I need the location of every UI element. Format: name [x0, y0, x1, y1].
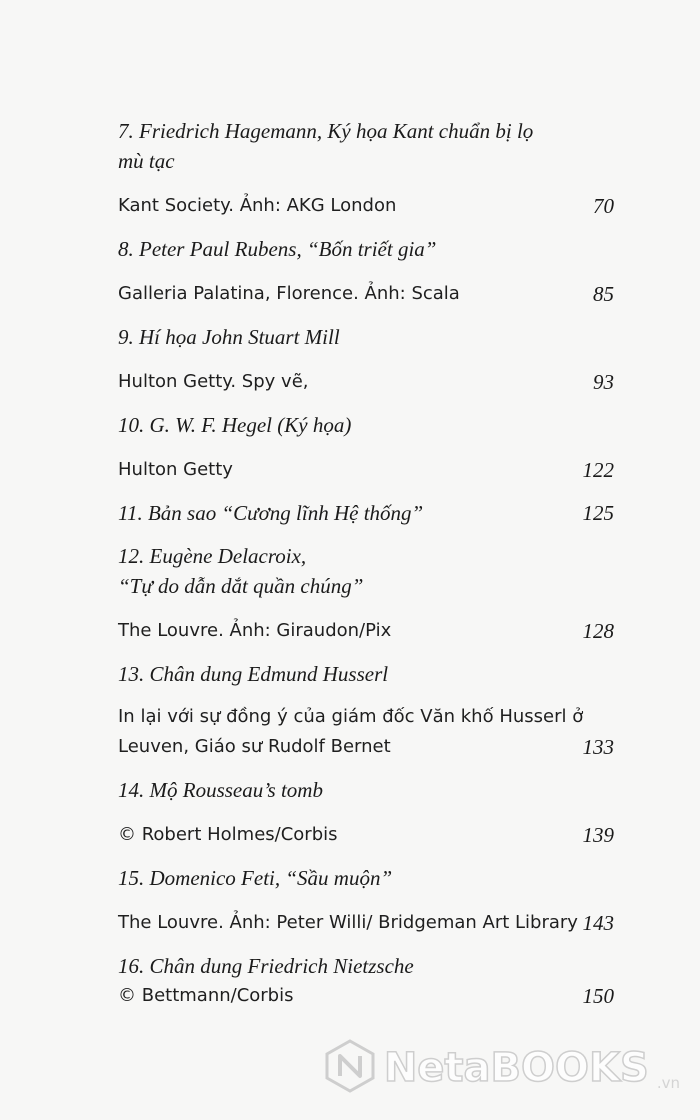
entry-credit: Hulton Getty — [118, 459, 233, 480]
entry-title: 9. Hí họa John Stuart Mill 93 — [118, 322, 614, 352]
page-number: 150 — [582, 984, 614, 1008]
page-number: 128 — [582, 619, 614, 643]
entry-12 — [118, 541, 614, 646]
page-number: 133 — [582, 735, 614, 759]
entry-14 — [118, 775, 614, 850]
entry-title: 13. Chân dung Edmund Husserl 133 — [118, 659, 614, 689]
watermark — [324, 1038, 680, 1098]
entry-title: 11. Bản sao “Cương lĩnh Hệ thống” 125 — [118, 498, 614, 528]
entry-9 — [118, 322, 614, 397]
entry-title: 8. Peter Paul Rubens, “Bốn triết gia” 85 — [118, 234, 614, 264]
entry-credit: © Robert Holmes/Corbis — [118, 824, 338, 845]
page-number: 122 — [582, 458, 614, 482]
entry-title: 15. Domenico Feti, “Sầu muộn” 143 — [118, 863, 614, 893]
entry-credit: Galleria Palatina, Florence. Ảnh: Scala — [118, 283, 460, 304]
entry-7 — [118, 116, 614, 221]
entry-8 — [118, 234, 614, 309]
page-number: 93 — [593, 370, 614, 394]
entry-title: 16. Chân dung Friedrich Nietzsche 150 — [118, 951, 614, 981]
page-number: 139 — [582, 823, 614, 847]
entry-credit: Hulton Getty. Spy vẽ, — [118, 371, 309, 392]
entry-credit: © Bettmann/Corbis — [118, 985, 294, 1006]
entry-title: 12. Eugène Delacroix, “Tự do dẫn dắt quần chúng” 128 — [118, 541, 614, 601]
entry-11 — [118, 498, 614, 528]
entry-16 — [118, 951, 614, 1011]
entry-credit: The Louvre. Ảnh: Giraudon/Pix — [118, 620, 392, 641]
page-number: 85 — [593, 282, 614, 306]
netabooks-logo-icon — [324, 1038, 376, 1098]
entry-credit: Kant Society. Ảnh: AKG London — [118, 195, 397, 216]
entry-15 — [118, 863, 614, 938]
page-number: 125 — [582, 501, 614, 525]
entry-title: 10. G. W. F. Hegel (Ký họa) 122 — [118, 410, 614, 440]
page-number: 70 — [593, 194, 614, 218]
entry-credit: In lại với sự đồng ý của giám đốc Văn khố Husserl ở Leuven, Giáo sư Rudolf Bernet — [118, 706, 584, 757]
page-number: 143 — [582, 911, 614, 935]
entry-13 — [118, 659, 614, 762]
watermark-brand: NetaBOOKS — [383, 1045, 649, 1091]
entry-10 — [118, 410, 614, 485]
illustration-list — [118, 112, 614, 1011]
entry-title: 7. Friedrich Hagemann, Ký họa Kant chuẩn bị lọ mù tạc 70 — [118, 116, 614, 176]
entry-title: 14. Mộ Rousseau’s tomb 139 — [118, 775, 614, 805]
entry-credit: The Louvre. Ảnh: Peter Willi/ Bridgeman Art Library — [118, 912, 578, 933]
watermark-suffix: .vn — [656, 1074, 680, 1092]
